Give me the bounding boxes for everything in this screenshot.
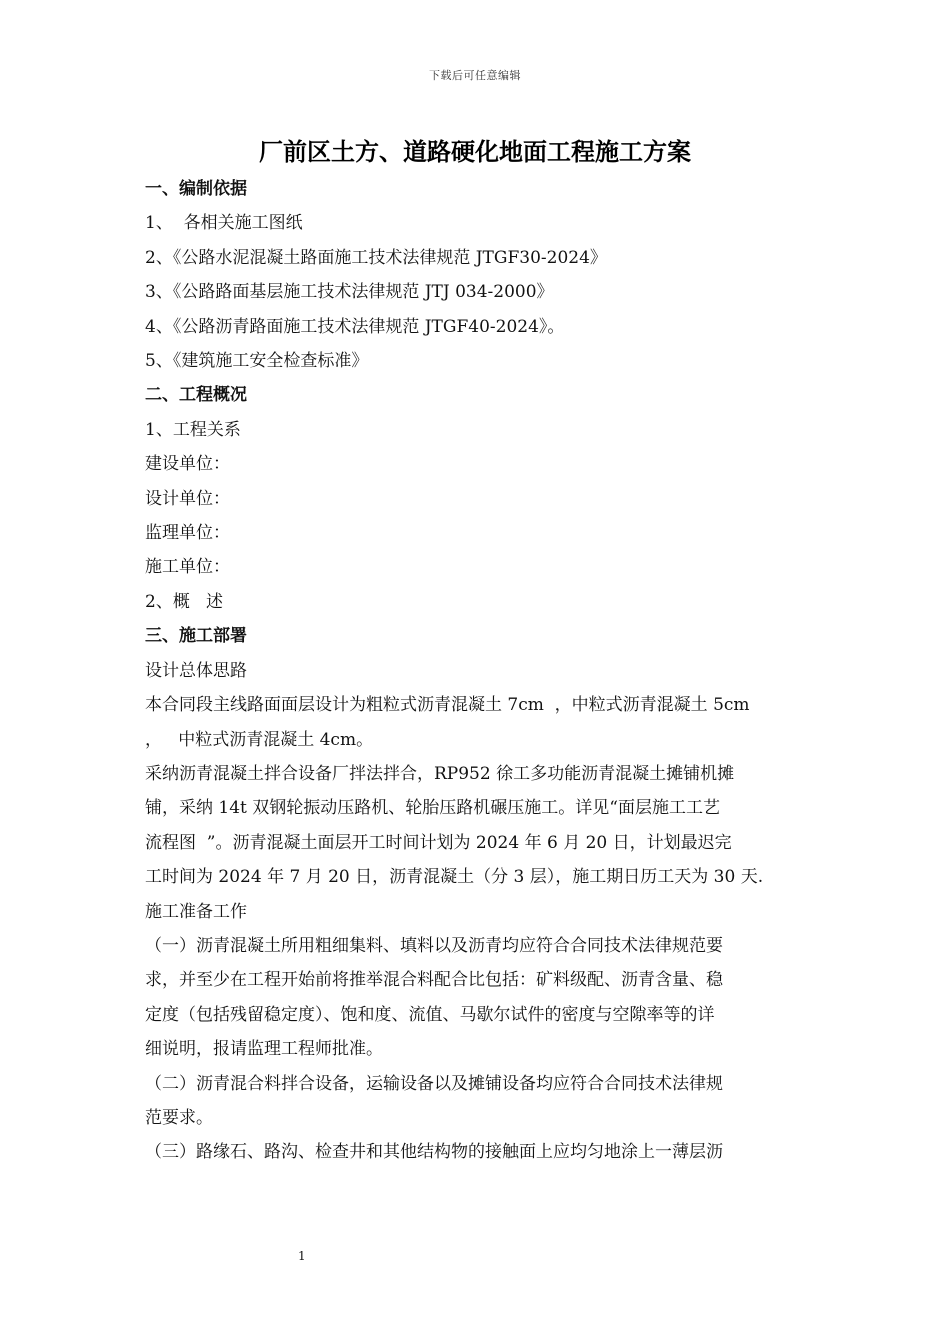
body-line: 1、 各相关施工图纸: [145, 213, 303, 234]
body-line: 设计总体思路: [145, 660, 247, 681]
body-line: （二）沥青混合料拌合设备，运输设备以及摊铺设备均应符合合同技术法律规: [145, 1073, 723, 1094]
body-line: 施工准备工作: [145, 901, 247, 922]
body-line: 本合同段主线路面面层设计为粗粒式沥青混凝土 7cm ，中粒式沥青混凝土 5cm: [145, 695, 750, 716]
body-line: 1、工程关系: [145, 419, 241, 440]
page-number: 1: [298, 1249, 306, 1263]
body-line: ， 中粒式沥青混凝土 4cm。: [145, 729, 374, 750]
body-line: 细说明，报请监理工程师批准。: [145, 1039, 383, 1060]
body-line: 设计单位：: [145, 488, 230, 509]
document-body: [145, 172, 810, 1170]
body-line: 定度（包括残留稳定度）、饱和度、流值、马歇尔试件的密度与空隙率等的详: [145, 1004, 715, 1025]
body-line: 工时间为 2024 年 7 月 20 日，沥青混凝土（分 3 层），施工期日历工天为 30 天.: [145, 867, 764, 888]
body-line: 采纳沥青混凝土拌合设备厂拌法拌合，RP952 徐工多功能沥青混凝土摊铺机摊: [145, 763, 735, 784]
section-heading: 一、编制依据: [145, 179, 247, 199]
body-line: 4、《公路沥青路面施工技术法律规范 JTGF40-2024》。: [145, 316, 565, 337]
body-line: 流程图 ”。沥青混凝土面层开工时间计划为 2024 年 6 月 20 日，计划最迟完: [145, 832, 732, 853]
body-line: 铺，采纳 14t 双钢轮振动压路机、轮胎压路机碾压施工。详见“面层施工工艺: [145, 798, 720, 819]
body-line: 3、《公路路面基层施工技术法律规范 JTJ 034-2000》: [145, 282, 554, 303]
body-line: 2、《公路水泥混凝土路面施工技术法律规范 JTGF30-2024》: [145, 247, 607, 268]
document-title: 厂前区土方、道路硬化地面工程施工方案: [259, 138, 691, 166]
body-line: 施工单位：: [145, 557, 230, 578]
section-heading: 三、施工部署: [145, 626, 247, 647]
body-line: 范要求。: [145, 1107, 213, 1128]
body-line: 建设单位：: [145, 454, 230, 475]
body-line: 求，并至少在工程开始前将推举混合料配合比包括：矿料级配、沥青含量、稳: [145, 970, 723, 991]
section-heading: 二、工程概况: [145, 385, 247, 406]
body-line: 5、《建筑施工安全检查标准》: [145, 351, 369, 372]
page-header: 下载后可任意编辑: [429, 69, 521, 82]
body-line: （三）路缘石、路沟、检查井和其他结构物的接触面上应均匀地涂上一薄层沥: [145, 1142, 723, 1163]
body-line: （一）沥青混凝土所用粗细集料、填料以及沥青均应符合合同技术法律规范要: [145, 935, 723, 956]
body-line: 监理单位：: [145, 523, 230, 544]
body-line: 2、概 述: [145, 591, 224, 612]
